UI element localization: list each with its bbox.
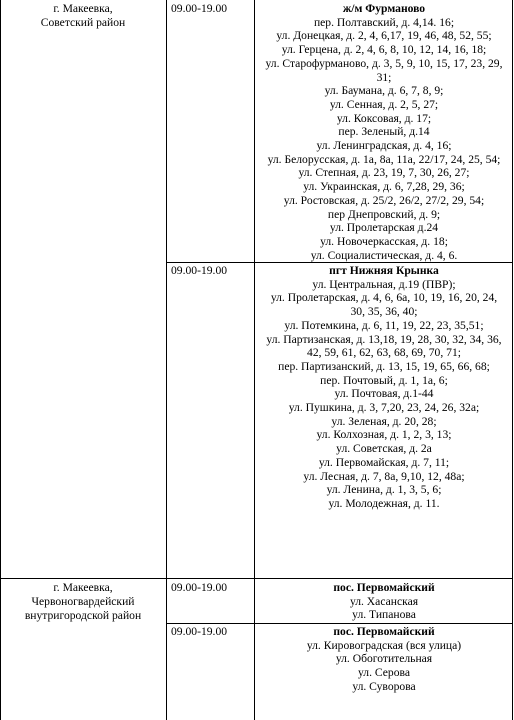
district-line: Советский район: [40, 16, 126, 29]
address-line: ул. Типанова: [352, 608, 416, 622]
address-line: ул. Старофурманово, д. 3, 5, 9, 10, 15, 17, 23, 29,: [265, 56, 503, 70]
address-line: ул. Донецкая, д. 2, 4, 6,17, 19, 46, 48, 52, 55;: [276, 29, 492, 43]
time-cell: 09.00-19.00: [171, 264, 228, 277]
settlement-title: пос. Первомайский: [333, 581, 435, 594]
address-line: ул. Суворова: [352, 679, 416, 693]
address-line: ул. Пролетарская, д. 4, 6, 6а, 10, 19, 16, 20, 24,: [270, 291, 498, 305]
address-line: ул. Герцена, д. 2, 4, 6, 8, 10, 12, 14, 16, 18;: [281, 43, 487, 57]
address-line: ул. Серова: [358, 666, 410, 680]
address-line: ул. Ленинградская, д. 4, 16;: [316, 139, 452, 153]
settlement-title: пгт Нижняя Крынка: [329, 264, 439, 277]
address-line: ул. Степная, д. 23, 19, 7, 30, 26, 27;: [298, 166, 470, 180]
address-line: ул. Хасанская: [349, 594, 419, 608]
address-line: ул. Сенная, д. 2, 5, 27;: [329, 97, 439, 111]
table-divider-time-address: [254, 0, 255, 720]
address-line: ул. Пролетарская д.24: [329, 221, 439, 235]
district-cell: [0, 2, 166, 30]
settlement-title: пос. Первомайский: [333, 625, 435, 638]
address-block: [256, 264, 512, 511]
block-separator-row2: [166, 623, 513, 624]
address-line: пер. Зеленый, д.14: [338, 125, 430, 139]
address-line: ул. Кировоградская (вся улица): [306, 638, 462, 652]
row-separator-1: [0, 578, 513, 579]
time-cell: 09.00-19.00: [171, 2, 228, 15]
settlement-title: ж/м Фурманово: [342, 2, 426, 15]
table-border-right: [512, 0, 513, 720]
address-line: ул. Пушкина, д. 3, 7,20, 23, 24, 26, 32а;: [288, 401, 480, 415]
address-line: ул. Коксовая, д. 17;: [336, 111, 432, 125]
time-cell: 09.00-19.00: [171, 581, 228, 594]
address-line: ул. Потемкина, д. 6, 11, 19, 22, 23, 35,51;: [284, 318, 484, 332]
address-line: ул. Колхозная, д. 1, 2, 3, 13;: [316, 428, 452, 442]
address-line: пер. Полтавский, д. 4,14. 16;: [313, 15, 455, 29]
table-divider-district-time: [166, 0, 167, 720]
address-line: 31;: [376, 70, 392, 84]
time-cell: 09.00-19.00: [171, 625, 228, 638]
address-block: [256, 2, 512, 262]
address-line: ул. Новочеркасская, д. 18;: [320, 234, 448, 248]
address-line: ул. Украинская, д. 6, 7,28, 29, 36;: [303, 180, 465, 194]
district-line: Червоногвардейский: [31, 595, 135, 608]
address-line: ул. Ленина, д. 1, 3, 5, 6;: [326, 483, 442, 497]
address-line: ул. Обоготительная: [335, 652, 433, 666]
address-line: 30, 35, 36, 40;: [350, 305, 418, 319]
address-line: ул. Ростовская, д. 25/2, 26/2, 27/2, 29, 54;: [283, 193, 485, 207]
address-line: ул. Лесная, д. 7, 8а, 9,10, 12, 48а;: [303, 469, 465, 483]
address-line: ул. Белорусская, д. 1а, 8а, 11а, 22/17, 24, 25, 54;: [267, 152, 501, 166]
address-line: ул. Советская, д. 2а: [336, 442, 432, 456]
address-line: пер. Партизанский, д. 13, 15, 19, 65, 66, 68;: [278, 359, 490, 373]
district-line: г. Макеевка,: [53, 581, 113, 594]
address-line: ул. Социалистическая, д. 4, 6.: [310, 248, 458, 262]
district-cell: [0, 581, 166, 623]
address-line: ул. Молодежная, д. 11.: [328, 496, 440, 510]
address-line: ул. Первомайская, д. 7, 11;: [318, 455, 450, 469]
address-line: ул. Партизанская, д. 13,18, 19, 28, 30, 32, 34, 36,: [266, 332, 502, 346]
address-line: пер. Почтовый, д. 1, 1а, 6;: [320, 373, 448, 387]
address-line: ул. Баумана, д. 6, 7, 8, 9;: [324, 84, 444, 98]
address-block: [256, 581, 512, 622]
address-block: [256, 625, 512, 694]
address-line: 42, 59, 61, 62, 63, 68, 69, 70, 71;: [307, 346, 461, 360]
address-line: ул. Зеленая, д. 20, 28;: [331, 414, 437, 428]
address-line: ул. Центральная, д.19 (ПВР);: [312, 277, 456, 291]
address-line: пер Днепровский, д. 9;: [327, 207, 441, 221]
district-line: внутригородской район: [24, 609, 142, 622]
address-line: ул. Почтовая, д.1-44: [334, 387, 434, 401]
district-line: г. Макеевка,: [53, 2, 113, 15]
